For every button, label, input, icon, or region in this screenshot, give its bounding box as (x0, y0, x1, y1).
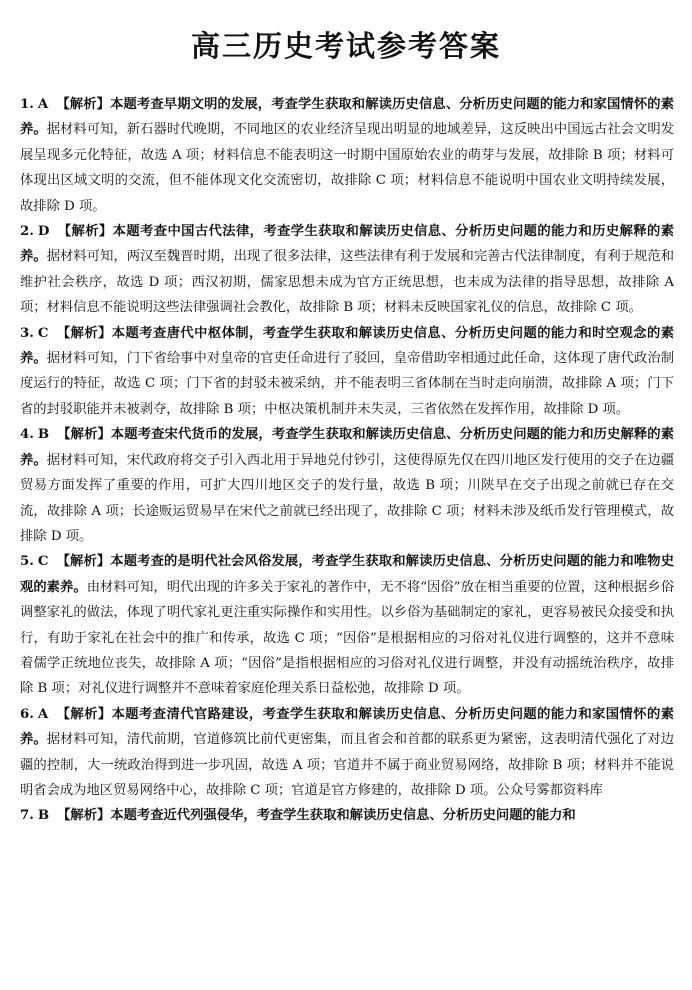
answer-item-4 (20, 422, 674, 549)
analysis-lead: 【解析】本题考查早期文明的发展，考查学生获取和解读历史信息、分析历史问题的能力和家国情怀的素养。 (20, 97, 674, 138)
answer-letter: D (37, 224, 50, 240)
analysis-body: 据材料可知，两汉至魏晋时期，出现了很多法律，这些法律有利于发展和完善古代法律制度，有利于规范和维护社会秩序，故选 D 项；西汉初期，儒家思想未成为官方正统思想，也未成为法律的指导思想，故排除 A 项；材料信息不能说明这些法律强调社会教化，故排除 B 项；材料未反映国家礼仪的信息，故排除 C 项。 (20, 249, 675, 316)
question-number: 3. (20, 325, 34, 341)
answer-letter: A (37, 97, 49, 112)
answer-item-1 (20, 92, 674, 219)
question-number: 6. (20, 706, 34, 722)
answer-item-6 (20, 702, 674, 804)
answer-letter: A (37, 706, 49, 722)
analysis-lead: 【解析】本题考查宋代货币的发展，考查学生获取和解读历史信息、分析历史问题的能力和历史解释的素养。 (20, 427, 674, 468)
question-number: 1. (20, 97, 34, 112)
question-number: 4. (20, 427, 34, 443)
analysis-body: 由材料可知，明代出现的许多关于家礼的著作中，无不将“因俗”放在相当重要的位置，这种根据乡俗调整家礼的做法，体现了明代家礼更注重实际操作和实用性。以乡俗为基础制定的家礼，更容易被民众接受和执行，有助于家礼在社会中的推广和传承，故选 C 项；“因俗”是根据相应的习俗对礼仪进行调整的，这并不意味着儒学正统地位丧失，故排除 A 项；“因俗”是指根据相应的习俗对礼仪进行调整，并没有动摇统治秩序，故排除 B 项；对礼仪进行调整并不意味着家庭伦理关系日益松弛，故排除 D 项。 (20, 579, 674, 697)
analysis-lead: 【解析】本题考查近代列强侵华，考查学生获取和解读历史信息、分析历史问题的能力和 (57, 808, 576, 824)
analysis-lead: 【解析】本题考查中国古代法律，考查学生获取和解读历史信息、分析历史问题的能力和历史解释的素养。 (20, 224, 674, 265)
answer-letter: B (37, 427, 50, 443)
analysis-body: 据材料可知，宋代政府将交子引入西北用于异地兑付钞引，这使得原先仅在四川地区发行使用的交子在边疆贸易方面发挥了重要的作用，可扩大四川地区交子的发行量，故选 B 项；川陕早在交子出现之前就已存在交流，故排除 A 项；长途贩运贸易早在宋代之前就已经出现了，故排除 C 项；材料未涉及纸币发行管理模式，故排除 D 项。 (20, 452, 675, 544)
answer-list (20, 92, 674, 823)
analysis-lead: 【解析】本题考查的是明代社会风俗发展，考查学生获取和解读历史信息、分析历史问题的能力和唯物史观的素养。 (20, 554, 674, 595)
answer-item-2 (20, 219, 674, 321)
answer-item-5 (20, 549, 674, 701)
analysis-body: 据材料可知，清代前期，官道修筑比前代更密集，而且省会和首都的联系更为紧密，这表明清代强化了对边疆的控制，大一统政治得到进一步巩固，故选 A 项；官道并不属于商业贸易网络，故排除 B 项；材料并不能说明省会成为地区贸易网络中心，故排除 C 项；官道是官方修建的，故排除 D 项。公众号雾都资料库 (20, 732, 675, 798)
analysis-lead: 【解析】本题考查唐代中枢体制，考查学生获取和解读历史信息、分析历史问题的能力和时空观念的素养。 (20, 325, 674, 367)
page-title: 高三历史考试参考答案 (190, 29, 501, 63)
answer-letter: C (37, 325, 49, 341)
analysis-lead: 【解析】本题考查清代官路建设，考查学生获取和解读历史信息、分析历史问题的能力和家国情怀的素养。 (20, 706, 674, 748)
question-number: 7. (20, 808, 34, 824)
answer-letter: B (37, 808, 50, 824)
analysis-body: 据材料可知，新石器时代晚期，不同地区的农业经济呈现出明显的地域差异，这反映出中国远古社会文明发展呈现多元化特征，故选 A 项；材料信息不能表明这一时期中国原始农业的萌芽与发展，故排除 B 项；材料可体现出区域文明的交流，但不能体现文化交流密切，故排除 C 项；材料信息不能说明中国农业文明持续发展，故排除 D 项。 (20, 122, 675, 214)
question-number: 2. (20, 224, 34, 240)
question-number: 5. (20, 554, 34, 570)
answer-item-7 (20, 803, 674, 823)
answer-item-3 (20, 321, 674, 423)
analysis-body: 据材料可知，门下省给事中对皇帝的官吏任命进行了驳回，皇帝借助宰相通过此任命，这体现了唐代政治制度运行的特征，故选 C 项；门下省的封驳未被采纳，并不能表明三省体制在当时走向崩溃，故排除 A 项；门下省的封驳职能并未被剥夺，故排除 B 项；中枢决策机制并未失灵，三省依然在发挥作用，故排除 D 项。 (20, 351, 675, 417)
answer-letter: C (37, 554, 49, 570)
